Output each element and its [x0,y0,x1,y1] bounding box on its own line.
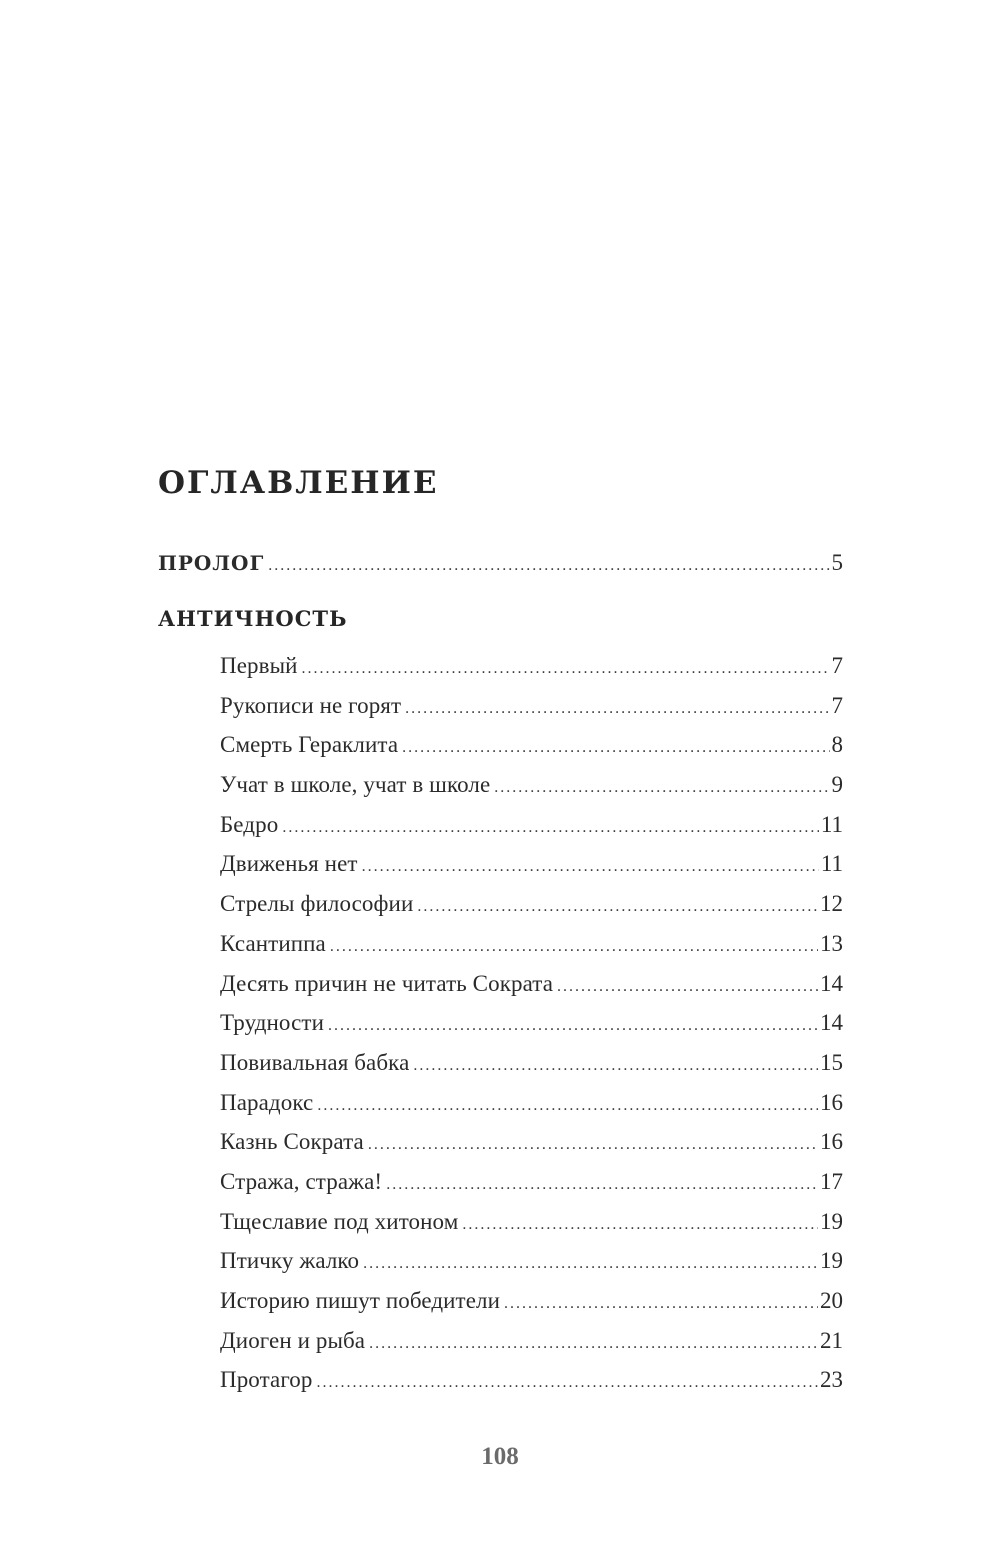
toc-entry-label: ПРОЛОГ [158,551,265,575]
toc-title: ОГЛАВЛЕНИЕ [158,465,439,501]
toc-entry-page: 16 [820,1089,843,1115]
toc-entry [220,1083,843,1123]
toc-entry [220,725,843,765]
toc-entry-label: Диоген и рыба [220,1327,366,1353]
toc-entry-label: Историю пишут победители [220,1288,501,1313]
dot-leader [302,649,830,689]
toc-entry [220,924,843,964]
toc-entry-page: 11 [820,851,843,877]
toc-entry [220,1003,843,1043]
toc-entry [220,1241,843,1281]
toc-entry-page: 23 [820,1367,843,1393]
toc-entry [220,686,843,726]
toc-entry-label: Рукописи не горят [220,692,402,718]
dot-leader [282,808,819,848]
toc-entry-label: Бедро [220,811,279,837]
toc-entry-label: Казнь Сократа [220,1129,364,1155]
toc-entry-label: Тщеславие под хитоном [220,1208,459,1234]
toc-entry-label: Смерть Гераклита [220,732,399,758]
dot-leader [317,1363,818,1403]
toc-entry [220,765,843,805]
toc-entry-page: 14 [820,970,843,996]
toc-entry-page: 13 [820,930,843,956]
dot-leader [557,967,818,1007]
dot-leader [494,768,829,808]
toc-entry-page: 17 [820,1168,843,1194]
toc-entry-prologue [158,546,843,580]
toc-entry [220,844,843,884]
dot-leader [268,549,829,583]
dot-leader [362,847,819,887]
toc-entry-label: Повивальная бабка [220,1049,410,1075]
toc-entry-label: Стрелы философии [220,891,414,917]
dot-leader [328,1006,818,1046]
toc-entry-page: 12 [820,891,843,917]
toc-entry [220,1202,843,1242]
toc-entry-list [220,646,843,1400]
toc-entry-label: Ксантиппа [220,930,326,956]
toc-entry [220,805,843,845]
dot-leader [317,1086,818,1126]
toc-entry-page: 7 [831,692,843,718]
toc-entry [220,1162,843,1202]
toc-entry-label: Парадокс [220,1089,314,1115]
section-title: АНТИЧНОСТЬ [158,606,348,631]
toc-entry-page: 19 [820,1208,843,1234]
toc-entry-page: 8 [831,732,843,758]
dot-leader [363,1244,818,1284]
dot-leader [368,1125,818,1165]
toc-entry-label: Птичку жалко [220,1248,360,1274]
toc-entry-label: Трудности [220,1010,324,1036]
dot-leader [417,887,818,927]
toc-entry [220,1321,843,1361]
toc-entry-page: 5 [831,550,843,575]
toc-entry-page: 15 [820,1049,843,1075]
toc-entry [220,1281,843,1321]
toc-entry-label: Стража, стража! [220,1168,383,1194]
toc-entry [220,1360,843,1400]
toc-entry-page: 11 [820,811,843,837]
dot-leader [462,1205,818,1245]
dot-leader [413,1046,818,1086]
toc-entry [220,1043,843,1083]
page-number: 108 [481,1443,519,1470]
toc-entry-page: 19 [820,1248,843,1274]
dot-leader [330,927,818,967]
toc-entry [220,964,843,1004]
dot-leader [402,728,829,768]
toc-entry-label: Десять причин не читать Сократа [220,970,554,996]
dot-leader [369,1324,818,1364]
toc-entry-label: Протагор [220,1367,313,1393]
toc-entry-page: 20 [820,1288,843,1313]
dot-leader [386,1165,818,1205]
toc-entry [220,1122,843,1162]
toc-entry-page: 14 [820,1010,843,1036]
toc-entry [220,884,843,924]
dot-leader [504,1284,818,1324]
toc-entry-page: 7 [831,653,843,678]
toc-entry-page: 9 [831,772,843,798]
dot-leader [405,689,829,729]
toc-entry-label: Движенья нет [220,851,358,877]
toc-entry-page: 21 [820,1327,843,1353]
toc-entry-label: Первый [220,653,298,678]
toc-entry-page: 16 [820,1129,843,1155]
toc-entry [220,646,843,686]
toc-entry-label: Учат в школе, учат в школе [220,772,491,798]
